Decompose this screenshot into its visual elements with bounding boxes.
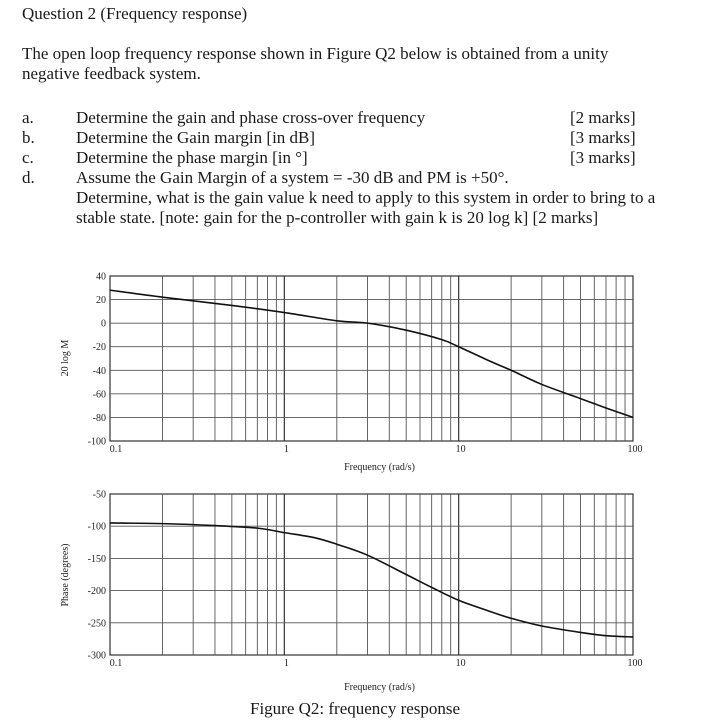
y-axis-label: 20 log M: [60, 339, 71, 377]
y-tick-label: -100: [87, 436, 106, 448]
item-letter: c.: [22, 148, 34, 167]
item-text: Determine the Gain margin [in dB]: [76, 128, 316, 147]
item-text: Determine, what is the gain value k need to apply to this system in order to bring to a: [76, 188, 656, 207]
figure-caption: Figure Q2: frequency response: [250, 699, 461, 718]
item-text: stable state. [note: gain for the p-controller with gain k is 20 log k] [2 marks]: [76, 208, 599, 227]
y-tick-label: -40: [92, 365, 106, 377]
x-tick-label: 1: [283, 444, 289, 455]
magnitude-plot: [60, 272, 643, 474]
y-tick-label: 20: [96, 295, 106, 307]
y-tick-label: -20: [92, 342, 106, 354]
item-letter: d.: [22, 168, 35, 187]
y-tick-label: -300: [87, 650, 106, 662]
x-tick-label: 10: [455, 658, 466, 669]
x-axis-label: Frequency (rad/s): [344, 462, 415, 473]
x-tick-label: 0.1: [109, 658, 123, 669]
question-title: Question 2 (Frequency response): [22, 4, 248, 23]
item-marks: [3 marks]: [570, 128, 636, 147]
y-tick-label: -150: [87, 553, 106, 565]
y-tick-label: -50: [92, 489, 106, 501]
x-axis-label: Frequency (rad/s): [344, 682, 415, 693]
item-text: Determine the gain and phase cross-over frequency: [76, 108, 426, 127]
y-tick-label: -200: [87, 586, 106, 598]
x-tick-label: 100: [627, 444, 643, 455]
magnitude-curve: [110, 290, 633, 417]
x-tick-label: 0.1: [109, 444, 123, 455]
item-marks: [2 marks]: [570, 108, 636, 127]
phase-plot: [60, 490, 643, 694]
item-letter: a.: [22, 108, 34, 127]
intro-line-2: negative feedback system.: [22, 64, 201, 83]
intro-line-1: The open loop frequency response shown in Figure Q2 below is obtained from a unity: [22, 44, 609, 63]
plot-frame: [110, 494, 633, 655]
item-letter: b.: [22, 128, 35, 147]
y-axis-label: Phase (degrees): [60, 543, 71, 607]
y-tick-label: -100: [87, 521, 106, 533]
y-tick-label: -250: [87, 618, 106, 630]
item-text: Assume the Gain Margin of a system = -30 dB and PM is +50°.: [76, 168, 509, 187]
x-tick-label: 1: [283, 658, 289, 669]
y-tick-label: -80: [92, 412, 106, 424]
y-tick-label: 0: [101, 318, 106, 330]
x-tick-label: 100: [627, 658, 643, 669]
item-text: Determine the phase margin [in °]: [76, 148, 308, 167]
y-tick-label: 40: [96, 271, 106, 283]
y-tick-label: -60: [92, 389, 106, 401]
phase-curve: [110, 523, 633, 637]
item-marks: [3 marks]: [570, 148, 636, 167]
x-tick-label: 10: [455, 444, 466, 455]
